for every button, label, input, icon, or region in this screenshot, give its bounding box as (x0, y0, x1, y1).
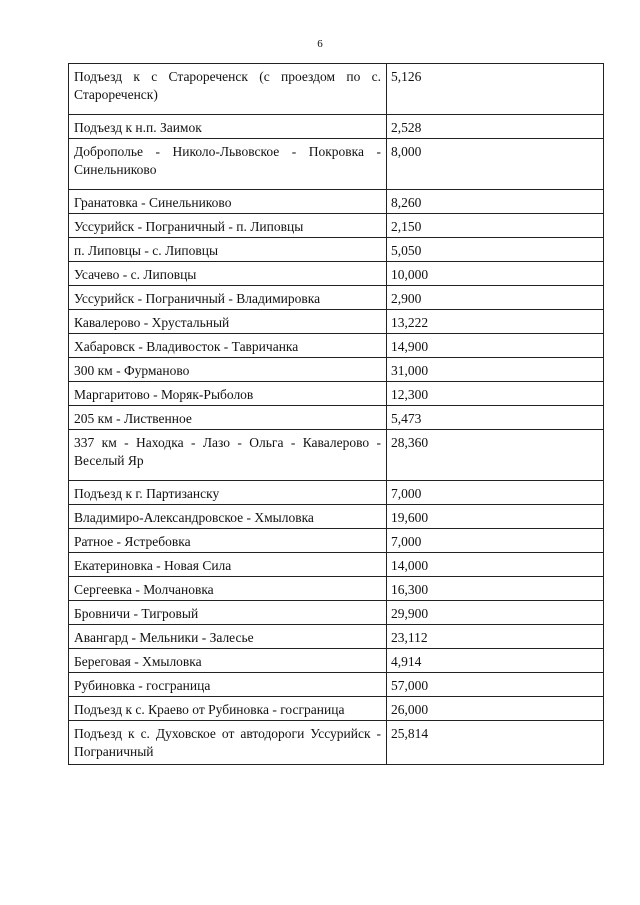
road-length: 26,000 (387, 697, 604, 721)
road-name: Владимиро-Александровское - Хмыловка (69, 505, 387, 529)
page-number: 6 (317, 38, 323, 50)
table-row (69, 625, 604, 649)
road-name: Уссурийск - Пограничный - п. Липовцы (69, 214, 387, 238)
road-length: 28,360 (387, 430, 604, 481)
road-name: 205 км - Лиственное (69, 406, 387, 430)
table-row (69, 286, 604, 310)
road-name: Екатериновка - Новая Сила (69, 553, 387, 577)
road-name: Авангард - Мельники - Залесье (69, 625, 387, 649)
road-length: 23,112 (387, 625, 604, 649)
table-row (69, 529, 604, 553)
road-name: 300 км - Фурманово (69, 358, 387, 382)
table-row (69, 310, 604, 334)
road-name: Подъезд к с. Духовское от автодороги Уссурийск - Пограничный (69, 721, 387, 765)
road-name: 337 км - Находка - Лазо - Ольга - Кавалерово - Веселый Яр (69, 430, 387, 481)
road-name: Подъезд к с Старореченск (с проездом по с. Старореченск) (69, 64, 387, 115)
road-name: Доброполье - Николо-Львовское - Покровка - Синельниково (69, 139, 387, 190)
road-name: Кавалерово - Хрустальный (69, 310, 387, 334)
table-row (69, 139, 604, 190)
road-length: 14,000 (387, 553, 604, 577)
table-row (69, 190, 604, 214)
road-length: 7,000 (387, 481, 604, 505)
table-row (69, 430, 604, 481)
road-name: Береговая - Хмыловка (69, 649, 387, 673)
road-length: 16,300 (387, 577, 604, 601)
table-row (69, 214, 604, 238)
table-row (69, 481, 604, 505)
road-length: 31,000 (387, 358, 604, 382)
road-length: 5,473 (387, 406, 604, 430)
road-name: Усачево - с. Липовцы (69, 262, 387, 286)
table-row (69, 577, 604, 601)
road-length: 8,000 (387, 139, 604, 190)
road-name: Маргаритово - Моряк-Рыболов (69, 382, 387, 406)
road-name: п. Липовцы - с. Липовцы (69, 238, 387, 262)
road-length: 14,900 (387, 334, 604, 358)
table-row (69, 238, 604, 262)
table-row (69, 721, 604, 765)
table-row (69, 358, 604, 382)
table-row (69, 697, 604, 721)
road-name: Хабаровск - Владивосток - Тавричанка (69, 334, 387, 358)
table-row (69, 505, 604, 529)
table-row (69, 262, 604, 286)
road-name: Гранатовка - Синельниково (69, 190, 387, 214)
road-length: 19,600 (387, 505, 604, 529)
road-length: 4,914 (387, 649, 604, 673)
table-row (69, 64, 604, 115)
table-row (69, 334, 604, 358)
road-name: Бровничи - Тигровый (69, 601, 387, 625)
road-name: Уссурийск - Пограничный - Владимировка (69, 286, 387, 310)
road-name: Рубиновка - госграница (69, 673, 387, 697)
roads-table (68, 63, 604, 765)
road-length: 7,000 (387, 529, 604, 553)
road-length: 13,222 (387, 310, 604, 334)
table-row (69, 553, 604, 577)
table-row (69, 406, 604, 430)
road-length: 5,050 (387, 238, 604, 262)
table-row (69, 601, 604, 625)
table-row (69, 115, 604, 139)
road-length: 5,126 (387, 64, 604, 115)
road-length: 29,900 (387, 601, 604, 625)
table-row (69, 673, 604, 697)
road-length: 8,260 (387, 190, 604, 214)
road-name: Подъезд к г. Партизанску (69, 481, 387, 505)
table-row (69, 382, 604, 406)
road-name: Сергеевка - Молчановка (69, 577, 387, 601)
road-name: Ратное - Ястребовка (69, 529, 387, 553)
road-length: 57,000 (387, 673, 604, 697)
road-length: 25,814 (387, 721, 604, 765)
road-length: 12,300 (387, 382, 604, 406)
road-name: Подъезд к н.п. Заимок (69, 115, 387, 139)
road-length: 2,528 (387, 115, 604, 139)
road-length: 2,150 (387, 214, 604, 238)
road-length: 2,900 (387, 286, 604, 310)
table-row (69, 649, 604, 673)
road-name: Подъезд к с. Краево от Рубиновка - госграница (69, 697, 387, 721)
road-length: 10,000 (387, 262, 604, 286)
